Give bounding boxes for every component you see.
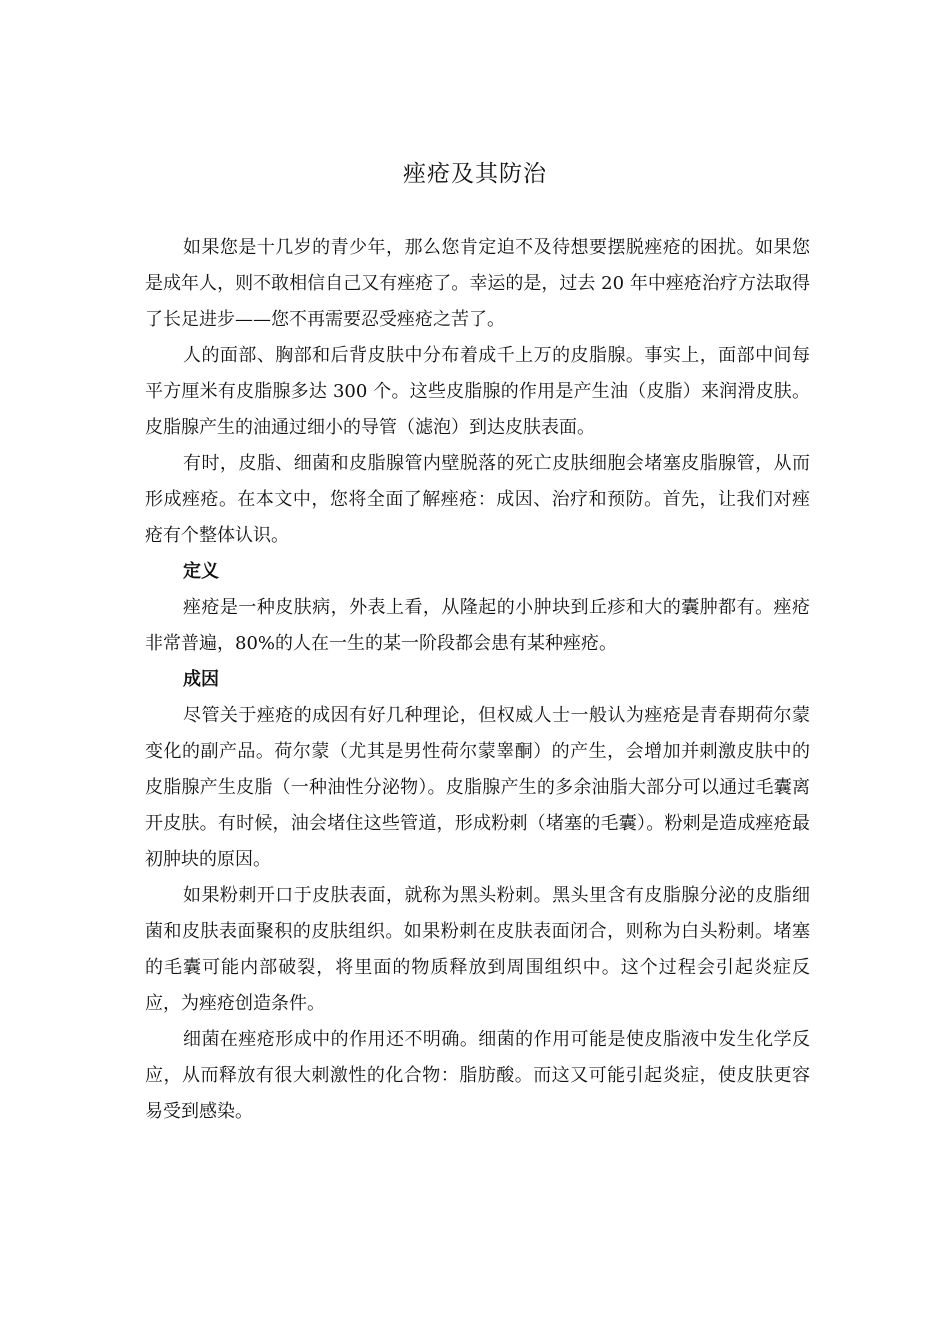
paragraph-intro: 如果您是十几岁的青少年，那么您肯定迫不及待想要摆脱痤疮的困扰。如果您是成年人，则不敢相信自己又有痤疮了。幸运的是，过去 20 年中痤疮治疗方法取得了长足进步——您不再需要忍受痤疮之苦了。 [145,237,810,330]
paragraph-causes-comedones: 如果粉刺开口于皮肤表面，就称为黑头粉刺。黑头里含有皮脂腺分泌的皮脂细菌和皮肤表面聚积的皮肤组织。如果粉刺在皮肤表面闭合，则称为白头粉刺。堵塞的毛囊可能内部破裂，将里面的物质释放到周围组织中。这个过程会引起炎症反应，为痤疮创造条件。 [145,885,810,1014]
paragraph-causes-bacteria: 细菌在痤疮形成中的作用还不明确。细菌的作用可能是使皮脂液中发生化学反应，从而释放有很大刺激性的化合物：脂肪酸。而这又可能引起炎症，使皮肤更容易受到感染。 [145,1029,810,1122]
document-title: 痤疮及其防治 [403,161,547,187]
section-heading-definition: 定义 [183,561,219,582]
paragraph-acne-formation: 有时，皮脂、细菌和皮脂腺管内壁脱落的死亡皮肤细胞会堵塞皮脂腺管，从而形成痤疮。在本文中，您将全面了解痤疮：成因、治疗和预防。首先，让我们对痤疮有个整体认识。 [145,453,810,546]
document-body [145,230,810,1130]
paragraph-definition: 痤疮是一种皮肤病，外表上看，从隆起的小肿块到丘疹和大的囊肿都有。痤疮非常普遍，80%的人在一生的某一阶段都会患有某种痤疮。 [145,597,810,654]
section-heading-causes: 成因 [183,669,219,690]
paragraph-sebaceous-glands: 人的面部、胸部和后背皮肤中分布着成千上万的皮脂腺。事实上，面部中间每平方厘米有皮脂腺多达 300 个。这些皮脂腺的作用是产生油（皮脂）来润滑皮肤。皮脂腺产生的油通过细小的导管（滤泡）到达皮肤表面。 [145,345,810,438]
paragraph-causes-hormones: 尽管关于痤疮的成因有好几种理论，但权威人士一般认为痤疮是青春期荷尔蒙变化的副产品。荷尔蒙（尤其是男性荷尔蒙睾酮）的产生，会增加并刺激皮肤中的皮脂腺产生皮脂（一种油性分泌物）。皮脂腺产生的多余油脂大部分可以通过毛囊离开皮肤。有时候，油会堵住这些管道，形成粉刺（堵塞的毛囊）。粉刺是造成痤疮最初肿块的原因。 [145,705,810,870]
